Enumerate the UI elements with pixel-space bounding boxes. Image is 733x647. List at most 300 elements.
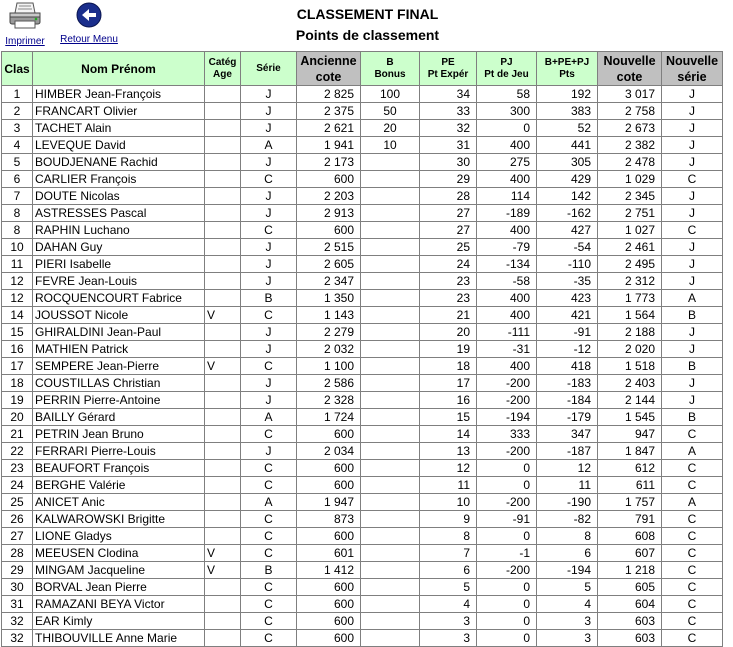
name-cell: LEVEQUE David [33,137,205,154]
col-header-bonus-line2: Bonus [374,68,406,80]
game-points-cell: -58 [477,273,537,290]
total-points-cell: 192 [537,86,598,103]
rank-cell: 10 [2,239,33,256]
col-header-ancienne-line2: cote [315,69,342,84]
series-cell: C [241,545,297,562]
experience-points-cell: 25 [420,239,477,256]
series-cell: C [241,528,297,545]
new-rating-cell: 791 [598,511,662,528]
series-cell: J [241,256,297,273]
old-rating-cell: 601 [297,545,361,562]
old-rating-cell: 2 605 [297,256,361,273]
table-row [2,171,723,188]
table-body [2,86,723,647]
new-series-cell: C [662,630,723,647]
name-cell: EAR Kimly [33,613,205,630]
total-points-cell: -194 [537,562,598,579]
old-rating-cell: 600 [297,426,361,443]
series-cell: C [241,477,297,494]
old-rating-cell: 2 032 [297,341,361,358]
rank-cell: 27 [2,528,33,545]
total-points-cell: -35 [537,273,598,290]
new-rating-cell: 2 478 [598,154,662,171]
total-points-cell: 305 [537,154,598,171]
bonus-cell: 20 [361,120,420,137]
new-rating-cell: 2 345 [598,188,662,205]
col-header-nouvelle-cote-line2: cote [616,69,643,84]
table-row [2,290,723,307]
series-cell: J [241,154,297,171]
bonus-cell [361,205,420,222]
experience-points-cell: 3 [420,613,477,630]
experience-points-cell: 8 [420,528,477,545]
new-rating-cell: 3 017 [598,86,662,103]
age-category-cell [205,137,241,154]
new-series-cell: J [662,188,723,205]
new-rating-cell: 1 027 [598,222,662,239]
bonus-cell: 50 [361,103,420,120]
table-row [2,545,723,562]
experience-points-cell: 19 [420,341,477,358]
back-to-menu-button[interactable] [57,1,121,45]
bonus-cell [361,426,420,443]
new-series-cell: J [662,239,723,256]
series-cell: J [241,86,297,103]
game-points-cell: 0 [477,630,537,647]
experience-points-cell: 12 [420,460,477,477]
new-series-cell: C [662,477,723,494]
back-to-menu-label: Retour Menu [60,34,118,45]
name-cell: ANICET Anic [33,494,205,511]
total-points-cell: -190 [537,494,598,511]
age-category-cell [205,528,241,545]
table-row [2,103,723,120]
table-row [2,154,723,171]
bonus-cell [361,545,420,562]
total-points-cell: 8 [537,528,598,545]
rank-cell: 26 [2,511,33,528]
col-header-nouvelle-serie [662,52,723,86]
series-cell: C [241,630,297,647]
rank-cell: 24 [2,477,33,494]
experience-points-cell: 17 [420,375,477,392]
new-rating-cell: 2 673 [598,120,662,137]
experience-points-cell: 34 [420,86,477,103]
table-row [2,511,723,528]
new-rating-cell: 612 [598,460,662,477]
new-rating-cell: 947 [598,426,662,443]
age-category-cell [205,443,241,460]
experience-points-cell: 31 [420,137,477,154]
col-header-categ-line2: Age [213,68,232,80]
bonus-cell [361,222,420,239]
bonus-cell [361,273,420,290]
name-cell: BEAUFORT François [33,460,205,477]
col-header-nouvelle-serie-line1: Nouvelle [665,53,719,68]
series-cell: C [241,511,297,528]
new-rating-cell: 1 757 [598,494,662,511]
bonus-cell [361,528,420,545]
old-rating-cell: 2 621 [297,120,361,137]
new-series-cell: C [662,613,723,630]
old-rating-cell: 2 279 [297,324,361,341]
rank-cell: 12 [2,290,33,307]
age-category-cell [205,120,241,137]
table-row [2,137,723,154]
rank-cell: 8 [2,205,33,222]
rank-cell: 15 [2,324,33,341]
experience-points-cell: 9 [420,511,477,528]
new-rating-cell: 2 020 [598,341,662,358]
rank-cell: 28 [2,545,33,562]
table-row [2,205,723,222]
bonus-cell [361,443,420,460]
old-rating-cell: 600 [297,528,361,545]
table-row [2,324,723,341]
rank-cell: 6 [2,171,33,188]
series-cell: J [241,443,297,460]
age-category-cell [205,630,241,647]
name-cell: LIONE Gladys [33,528,205,545]
rank-cell: 30 [2,579,33,596]
game-points-cell: -200 [477,562,537,579]
experience-points-cell: 14 [420,426,477,443]
new-rating-cell: 605 [598,579,662,596]
game-points-cell: -91 [477,511,537,528]
name-cell: FERRARI Pierre-Louis [33,443,205,460]
print-label: Imprimer [5,36,45,47]
col-header-total [537,52,598,86]
experience-points-cell: 32 [420,120,477,137]
total-points-cell: 423 [537,290,598,307]
table-row [2,239,723,256]
experience-points-cell: 20 [420,324,477,341]
series-cell: J [241,375,297,392]
total-points-cell: -184 [537,392,598,409]
table-row [2,188,723,205]
table-row [2,86,723,103]
new-series-cell: J [662,273,723,290]
age-category-cell [205,511,241,528]
series-cell: J [241,188,297,205]
experience-points-cell: 23 [420,290,477,307]
total-points-cell: -82 [537,511,598,528]
bonus-cell [361,460,420,477]
ranking-table [1,51,723,647]
total-points-cell: 6 [537,545,598,562]
col-header-clas: Clas [2,52,33,86]
table-row [2,392,723,409]
age-category-cell [205,256,241,273]
name-cell: FRANCART Olivier [33,103,205,120]
col-header-total-line1: B+PE+PJ [544,56,590,68]
col-header-bonus-line1: B [386,56,394,68]
experience-points-cell: 29 [420,171,477,188]
experience-points-cell: 18 [420,358,477,375]
col-header-pj [477,52,537,86]
old-rating-cell: 600 [297,579,361,596]
table-row [2,579,723,596]
name-cell: TACHET Alain [33,120,205,137]
bonus-cell [361,154,420,171]
table-row [2,477,723,494]
col-header-ancienne-cote [297,52,361,86]
bonus-cell [361,613,420,630]
table-header [2,52,723,86]
age-category-cell [205,596,241,613]
game-points-cell: -79 [477,239,537,256]
rank-cell: 12 [2,273,33,290]
name-cell: COUSTILLAS Christian [33,375,205,392]
total-points-cell: 4 [537,596,598,613]
experience-points-cell: 27 [420,222,477,239]
rank-cell: 25 [2,494,33,511]
total-points-cell: 3 [537,613,598,630]
age-category-cell [205,392,241,409]
name-cell: PIERI Isabelle [33,256,205,273]
experience-points-cell: 16 [420,392,477,409]
series-cell: J [241,273,297,290]
col-header-pe-line2: Pt Expér [427,68,469,80]
col-header-serie: Série [241,52,297,86]
bonus-cell [361,358,420,375]
bonus-cell [361,290,420,307]
col-header-nouvelle-cote-line1: Nouvelle [603,53,656,68]
old-rating-cell: 2 203 [297,188,361,205]
old-rating-cell: 600 [297,477,361,494]
series-cell: B [241,290,297,307]
old-rating-cell: 2 586 [297,375,361,392]
total-points-cell: 429 [537,171,598,188]
new-rating-cell: 1 564 [598,307,662,324]
game-points-cell: -200 [477,392,537,409]
new-series-cell: A [662,494,723,511]
age-category-cell [205,324,241,341]
age-category-cell: V [205,307,241,324]
name-cell: BORVAL Jean Pierre [33,579,205,596]
table-row [2,596,723,613]
new-series-cell: J [662,120,723,137]
bonus-cell [361,188,420,205]
rank-cell: 21 [2,426,33,443]
experience-points-cell: 28 [420,188,477,205]
rank-cell: 16 [2,341,33,358]
new-series-cell: C [662,579,723,596]
old-rating-cell: 600 [297,460,361,477]
page-subtitle: Points de classement [295,27,440,43]
game-points-cell: -189 [477,205,537,222]
col-header-pj-line1: PJ [500,56,513,68]
new-series-cell: C [662,426,723,443]
bonus-cell [361,256,420,273]
table-row [2,460,723,477]
total-points-cell: -162 [537,205,598,222]
age-category-cell [205,460,241,477]
series-cell: B [241,562,297,579]
series-cell: A [241,137,297,154]
new-rating-cell: 2 144 [598,392,662,409]
bonus-cell [361,307,420,324]
age-category-cell [205,171,241,188]
total-points-cell: -110 [537,256,598,273]
old-rating-cell: 1 412 [297,562,361,579]
age-category-cell [205,375,241,392]
new-series-cell: B [662,358,723,375]
total-points-cell: 52 [537,120,598,137]
age-category-cell [205,579,241,596]
new-rating-cell: 1 218 [598,562,662,579]
game-points-cell: 0 [477,460,537,477]
col-header-bonus [361,52,420,86]
new-rating-cell: 1 545 [598,409,662,426]
name-cell: BERGHE Valérie [33,477,205,494]
new-rating-cell: 603 [598,630,662,647]
col-header-categ-line1: Catég [208,56,237,68]
old-rating-cell: 2 825 [297,86,361,103]
series-cell: C [241,596,297,613]
old-rating-cell: 600 [297,613,361,630]
old-rating-cell: 2 173 [297,154,361,171]
new-series-cell: C [662,171,723,188]
age-category-cell: V [205,358,241,375]
new-rating-cell: 2 461 [598,239,662,256]
table-row [2,222,723,239]
total-points-cell: 421 [537,307,598,324]
bonus-cell [361,477,420,494]
age-category-cell [205,273,241,290]
series-cell: A [241,409,297,426]
experience-points-cell: 10 [420,494,477,511]
total-points-cell: 3 [537,630,598,647]
total-points-cell: 5 [537,579,598,596]
rank-cell: 5 [2,154,33,171]
game-points-cell: -134 [477,256,537,273]
bonus-cell [361,239,420,256]
table-row [2,630,723,647]
game-points-cell: 114 [477,188,537,205]
name-cell: ASTRESSES Pascal [33,205,205,222]
table-row [2,341,723,358]
total-points-cell: 12 [537,460,598,477]
game-points-cell: 0 [477,120,537,137]
col-header-pe-line1: PE [441,56,455,68]
total-points-cell: -54 [537,239,598,256]
old-rating-cell: 2 515 [297,239,361,256]
new-series-cell: A [662,443,723,460]
table-row [2,256,723,273]
age-category-cell [205,86,241,103]
old-rating-cell: 1 350 [297,290,361,307]
name-cell: DAHAN Guy [33,239,205,256]
new-rating-cell: 608 [598,528,662,545]
name-cell: PERRIN Pierre-Antoine [33,392,205,409]
total-points-cell: -179 [537,409,598,426]
name-cell: RAPHIN Luchano [33,222,205,239]
name-cell: MEEUSEN Clodina [33,545,205,562]
rank-cell: 1 [2,86,33,103]
game-points-cell: 0 [477,596,537,613]
bonus-cell: 100 [361,86,420,103]
col-header-nom: Nom Prénom [33,52,205,86]
series-cell: C [241,222,297,239]
new-series-cell: B [662,307,723,324]
total-points-cell: 347 [537,426,598,443]
new-series-cell: J [662,154,723,171]
age-category-cell [205,222,241,239]
game-points-cell: -31 [477,341,537,358]
name-cell: MATHIEN Patrick [33,341,205,358]
table-row [2,358,723,375]
bonus-cell [361,324,420,341]
total-points-cell: 427 [537,222,598,239]
experience-points-cell: 27 [420,205,477,222]
new-series-cell: C [662,562,723,579]
bonus-cell [361,596,420,613]
series-cell: C [241,613,297,630]
new-series-cell: J [662,103,723,120]
new-rating-cell: 607 [598,545,662,562]
total-points-cell: 418 [537,358,598,375]
bonus-cell [361,630,420,647]
series-cell: J [241,341,297,358]
name-cell: BAILLY Gérard [33,409,205,426]
series-cell: C [241,358,297,375]
new-rating-cell: 2 758 [598,103,662,120]
series-cell: C [241,426,297,443]
name-cell: THIBOUVILLE Anne Marie [33,630,205,647]
col-header-ancienne-line1: Ancienne [300,53,357,68]
name-cell: CARLIER François [33,171,205,188]
new-series-cell: C [662,596,723,613]
new-series-cell: C [662,528,723,545]
total-points-cell: -12 [537,341,598,358]
table-row [2,443,723,460]
game-points-cell: 400 [477,137,537,154]
age-category-cell [205,239,241,256]
print-button[interactable] [3,1,47,47]
age-category-cell: V [205,545,241,562]
age-category-cell: V [205,562,241,579]
new-series-cell: J [662,137,723,154]
col-header-pj-line2: Pt de Jeu [484,68,529,80]
game-points-cell: -111 [477,324,537,341]
age-category-cell [205,205,241,222]
table-row [2,562,723,579]
name-cell: SEMPERE Jean-Pierre [33,358,205,375]
new-series-cell: J [662,86,723,103]
new-rating-cell: 1 773 [598,290,662,307]
age-category-cell [205,494,241,511]
name-cell: PETRIN Jean Bruno [33,426,205,443]
experience-points-cell: 13 [420,443,477,460]
rank-cell: 7 [2,188,33,205]
experience-points-cell: 4 [420,596,477,613]
series-cell: J [241,120,297,137]
game-points-cell: 275 [477,154,537,171]
old-rating-cell: 2 375 [297,103,361,120]
age-category-cell [205,477,241,494]
bonus-cell [361,341,420,358]
age-category-cell [205,188,241,205]
game-points-cell: -200 [477,375,537,392]
new-series-cell: J [662,341,723,358]
new-series-cell: J [662,324,723,341]
bonus-cell [361,562,420,579]
name-cell: DOUTE Nicolas [33,188,205,205]
old-rating-cell: 2 328 [297,392,361,409]
age-category-cell [205,341,241,358]
total-points-cell: 142 [537,188,598,205]
